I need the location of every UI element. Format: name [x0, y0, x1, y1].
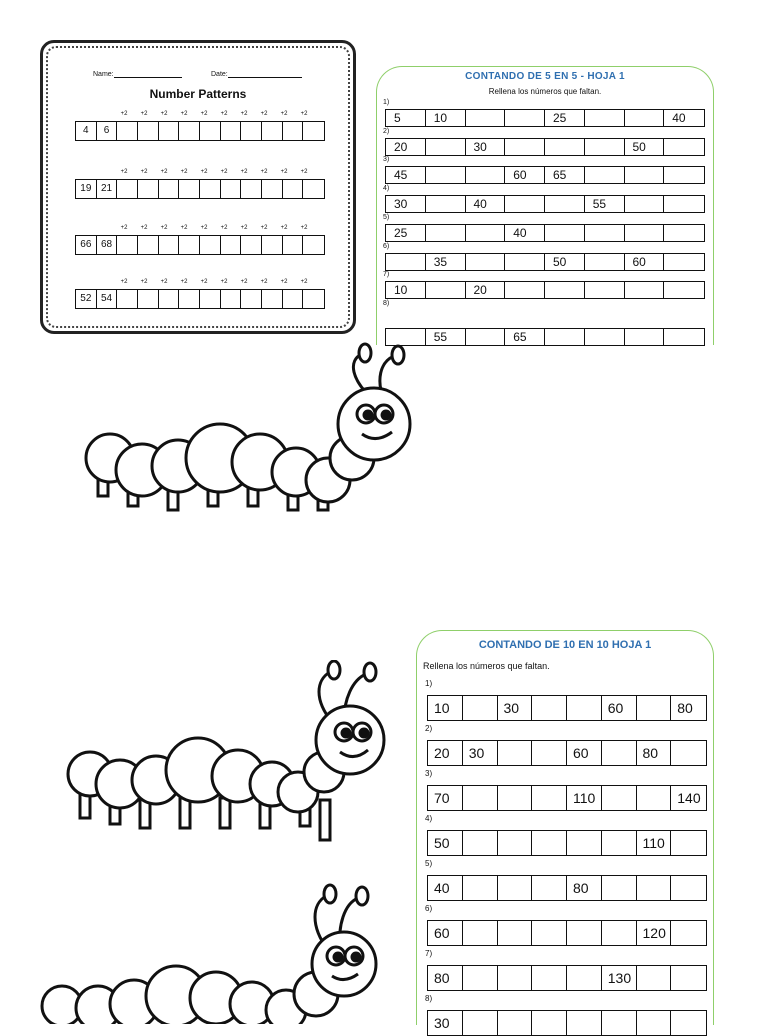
- blank-answer-cell: [138, 236, 159, 254]
- row-number: 6): [383, 242, 390, 250]
- step-label: +2: [220, 225, 228, 231]
- step-label: +2: [160, 169, 168, 175]
- step-label: +2: [240, 279, 248, 285]
- number-cell: 25: [386, 225, 426, 241]
- step-label: +2: [300, 279, 308, 285]
- number-cell: 60: [567, 741, 602, 765]
- row-number: 7): [383, 271, 390, 279]
- number-row: [385, 253, 705, 271]
- worksheet-title: CONTANDO DE 10 EN 10 HOJA 1: [478, 639, 652, 651]
- blank-answer-cell: [117, 180, 138, 198]
- pattern-row: [75, 279, 325, 309]
- blank-answer-cell: [532, 921, 567, 945]
- step-label: +2: [160, 279, 168, 285]
- blank-answer-cell: [303, 290, 324, 308]
- blank-answer-cell: [463, 876, 498, 900]
- blank-answer-cell: [545, 282, 585, 298]
- blank-answer-cell: [585, 139, 625, 155]
- step-label: +2: [220, 111, 228, 117]
- number-row: [427, 740, 707, 766]
- blank-answer-cell: [671, 876, 706, 900]
- pattern-cell: 19: [76, 180, 97, 198]
- step-labels: [114, 111, 325, 121]
- number-row: [385, 109, 705, 127]
- blank-answer-cell: [138, 180, 159, 198]
- number-cell: 20: [386, 139, 426, 155]
- blank-answer-cell: [200, 236, 221, 254]
- number-row: [385, 195, 705, 213]
- pattern-row: [75, 225, 325, 255]
- caterpillar-illustration: [40, 880, 380, 1024]
- blank-answer-cell: [159, 290, 180, 308]
- blank-answer-cell: [505, 282, 545, 298]
- worksheet-instructions: Rellena los números que faltan.: [423, 661, 550, 671]
- number-cell: 30: [386, 196, 426, 212]
- blank-answer-cell: [567, 921, 602, 945]
- worksheet-instructions: Rellena los números que faltan.: [488, 87, 602, 96]
- blank-answer-cell: [463, 921, 498, 945]
- blank-answer-cell: [283, 180, 304, 198]
- number-row: [427, 875, 707, 901]
- number-row: [427, 965, 707, 991]
- blank-answer-cell: [602, 1011, 637, 1035]
- step-label: +2: [160, 111, 168, 117]
- blank-answer-cell: [498, 876, 533, 900]
- number-cell: 130: [602, 966, 637, 990]
- step-label: +2: [260, 111, 268, 117]
- number-cell: 50: [428, 831, 463, 855]
- blank-answer-cell: [426, 139, 466, 155]
- number-cell: 55: [426, 329, 466, 345]
- blank-answer-cell: [283, 236, 304, 254]
- pattern-cell: 4: [76, 122, 97, 140]
- step-label: +2: [300, 225, 308, 231]
- number-cell: 5: [386, 110, 426, 126]
- blank-answer-cell: [386, 254, 426, 270]
- blank-answer-cell: [602, 876, 637, 900]
- name-label: Name:: [93, 71, 114, 78]
- blank-answer-cell: [637, 876, 672, 900]
- step-label: +2: [140, 279, 148, 285]
- blank-answer-cell: [426, 225, 466, 241]
- number-cell: 30: [498, 696, 533, 720]
- number-row: [385, 328, 705, 346]
- step-label: +2: [240, 225, 248, 231]
- blank-answer-cell: [241, 290, 262, 308]
- blank-answer-cell: [117, 122, 138, 140]
- number-row: [427, 695, 707, 721]
- blank-answer-cell: [159, 236, 180, 254]
- blank-answer-cell: [498, 831, 533, 855]
- number-cell: 60: [505, 167, 545, 183]
- number-row: [427, 920, 707, 946]
- blank-answer-cell: [426, 196, 466, 212]
- blank-answer-cell: [426, 282, 466, 298]
- number-cell: 65: [505, 329, 545, 345]
- blank-answer-cell: [625, 282, 665, 298]
- blank-answer-cell: [498, 1011, 533, 1035]
- blank-answer-cell: [585, 329, 625, 345]
- number-cell: 80: [567, 876, 602, 900]
- blank-answer-cell: [303, 236, 324, 254]
- blank-answer-cell: [602, 921, 637, 945]
- blank-answer-cell: [585, 110, 625, 126]
- blank-answer-cell: [532, 696, 567, 720]
- blank-answer-cell: [505, 139, 545, 155]
- row-number: 5): [425, 859, 433, 868]
- blank-answer-cell: [664, 329, 704, 345]
- blank-answer-cell: [179, 290, 200, 308]
- step-label: +2: [200, 279, 208, 285]
- number-cell: 10: [386, 282, 426, 298]
- blank-answer-cell: [637, 1011, 672, 1035]
- blank-answer-cell: [567, 1011, 602, 1035]
- row-number: 4): [383, 185, 390, 193]
- number-cell: 30: [466, 139, 506, 155]
- step-label: +2: [200, 169, 208, 175]
- step-label: +2: [300, 169, 308, 175]
- number-cell: 65: [545, 167, 585, 183]
- blank-answer-cell: [532, 1011, 567, 1035]
- number-cell: 80: [677, 700, 693, 716]
- blank-answer-cell: [602, 741, 637, 765]
- step-label: +2: [220, 279, 228, 285]
- step-labels: [114, 279, 325, 289]
- blank-answer-cell: [463, 696, 498, 720]
- number-cell: 140: [677, 790, 701, 806]
- pattern-cells: [75, 179, 325, 199]
- blank-answer-cell: [671, 1011, 706, 1035]
- row-number: 2): [383, 127, 390, 135]
- row-number: 8): [425, 994, 433, 1003]
- number-patterns-worksheet: [40, 40, 356, 334]
- blank-answer-cell: [179, 180, 200, 198]
- blank-answer-cell: [221, 236, 242, 254]
- blank-answer-cell: [585, 225, 625, 241]
- blank-answer-cell: [532, 831, 567, 855]
- blank-answer-cell: [585, 254, 625, 270]
- blank-answer-cell: [625, 225, 665, 241]
- number-cell: 120: [637, 921, 672, 945]
- blank-answer-cell: [532, 786, 567, 810]
- number-cell: 55: [585, 196, 625, 212]
- blank-answer-cell: [567, 966, 602, 990]
- blank-answer-cell: [463, 831, 498, 855]
- row-number: 3): [383, 156, 390, 164]
- number-cell: 10: [428, 696, 463, 720]
- blank-answer-cell: [117, 290, 138, 308]
- pattern-cells: [75, 121, 325, 141]
- counting-by-5-worksheet: [376, 66, 714, 345]
- blank-answer-cell: [505, 254, 545, 270]
- blank-answer-cell: [262, 236, 283, 254]
- blank-answer-cell: [179, 122, 200, 140]
- blank-answer-cell: [200, 180, 221, 198]
- blank-answer-cell: [159, 122, 180, 140]
- number-cell: 110: [567, 786, 602, 810]
- pattern-cell: 66: [76, 236, 97, 254]
- blank-answer-cell: [463, 966, 498, 990]
- row-number: 1): [425, 679, 433, 688]
- number-cell: 20: [428, 741, 463, 765]
- step-labels: [114, 225, 325, 235]
- blank-answer-cell: [602, 831, 637, 855]
- blank-answer-cell: [545, 196, 585, 212]
- blank-answer-cell: [138, 290, 159, 308]
- blank-answer-cell: [498, 786, 533, 810]
- blank-answer-cell: [602, 786, 637, 810]
- counting-by-10-worksheet: [416, 630, 714, 1031]
- step-label: +2: [300, 111, 308, 117]
- pattern-cell: 68: [97, 236, 118, 254]
- number-cell: 25: [545, 110, 585, 126]
- pattern-cells: [75, 289, 325, 309]
- step-label: +2: [200, 225, 208, 231]
- step-label: +2: [240, 169, 248, 175]
- step-label: +2: [280, 169, 288, 175]
- blank-answer-cell: [637, 786, 672, 810]
- step-label: +2: [280, 279, 288, 285]
- row-number: 3): [425, 769, 433, 778]
- number-cell: 40: [505, 225, 545, 241]
- step-label: +2: [120, 111, 128, 117]
- blank-answer-cell: [463, 786, 498, 810]
- number-cell: 10: [426, 110, 466, 126]
- step-label: +2: [260, 169, 268, 175]
- number-row: [385, 166, 705, 184]
- pattern-row: [75, 111, 325, 141]
- blank-answer-cell: [532, 966, 567, 990]
- blank-answer-cell: [671, 831, 706, 855]
- blank-answer-cell: [179, 236, 200, 254]
- pattern-cell: 21: [97, 180, 118, 198]
- blank-answer-cell: [466, 329, 506, 345]
- blank-answer-cell: [262, 290, 283, 308]
- step-label: +2: [180, 225, 188, 231]
- number-cell: 30: [428, 1011, 463, 1035]
- pattern-cell: 52: [76, 290, 97, 308]
- blank-answer-cell: [466, 254, 506, 270]
- blank-answer-cell: [463, 1011, 498, 1035]
- number-cell: 50: [625, 139, 665, 155]
- step-label: +2: [260, 279, 268, 285]
- blank-answer-cell: [138, 122, 159, 140]
- blank-answer-cell: [117, 236, 138, 254]
- blank-answer-cell: [625, 110, 665, 126]
- number-cell: 110: [637, 831, 672, 855]
- row-number: 5): [383, 213, 390, 221]
- step-label: +2: [120, 169, 128, 175]
- blank-answer-cell: [664, 196, 704, 212]
- step-label: +2: [120, 225, 128, 231]
- blank-answer-cell: [498, 921, 533, 945]
- worksheet-title: Number Patterns: [149, 87, 247, 101]
- date-field: [211, 69, 302, 78]
- blank-answer-cell: [221, 290, 242, 308]
- step-label: +2: [140, 111, 148, 117]
- row-number: 7): [425, 949, 433, 958]
- step-label: +2: [180, 111, 188, 117]
- blank-answer-cell: [664, 254, 704, 270]
- number-row: [427, 830, 707, 856]
- blank-answer-cell: [241, 180, 262, 198]
- blank-answer-cell: [625, 167, 665, 183]
- number-row: [427, 785, 707, 811]
- number-row: [427, 1010, 707, 1036]
- number-cell: 20: [466, 282, 506, 298]
- blank-answer-cell: [466, 110, 506, 126]
- blank-answer-cell: [671, 741, 706, 765]
- date-label: Date:: [211, 71, 228, 78]
- step-label: +2: [280, 111, 288, 117]
- blank-answer-cell: [498, 741, 533, 765]
- blank-answer-cell: [664, 225, 704, 241]
- step-label: +2: [180, 169, 188, 175]
- number-cell: 45: [386, 167, 426, 183]
- step-label: +2: [260, 225, 268, 231]
- blank-answer-cell: [262, 122, 283, 140]
- blank-answer-cell: [200, 122, 221, 140]
- blank-answer-cell: [221, 122, 242, 140]
- number-cell: 60: [625, 254, 665, 270]
- blank-answer-cell: [466, 225, 506, 241]
- blank-answer-cell: [241, 236, 262, 254]
- blank-answer-cell: [664, 282, 704, 298]
- blank-answer-cell: [221, 180, 242, 198]
- blank-answer-cell: [664, 167, 704, 183]
- number-cell: 40: [428, 876, 463, 900]
- step-label: +2: [220, 169, 228, 175]
- number-row: [385, 281, 705, 299]
- blank-answer-cell: [585, 167, 625, 183]
- blank-answer-cell: [625, 196, 665, 212]
- step-label: +2: [280, 225, 288, 231]
- worksheet-title: CONTANDO DE 5 EN 5 - HOJA 1: [465, 71, 625, 82]
- number-cell: 40: [466, 196, 506, 212]
- blank-answer-cell: [505, 196, 545, 212]
- step-labels: [114, 169, 325, 179]
- blank-answer-cell: [505, 110, 545, 126]
- blank-answer-cell: [545, 225, 585, 241]
- step-label: +2: [240, 111, 248, 117]
- pattern-cells: [75, 235, 325, 255]
- blank-answer-cell: [625, 329, 665, 345]
- step-label: +2: [160, 225, 168, 231]
- blank-answer-cell: [567, 831, 602, 855]
- number-cell: 60: [428, 921, 463, 945]
- number-cell: 60: [602, 696, 637, 720]
- number-cell: 50: [545, 254, 585, 270]
- step-label: +2: [140, 225, 148, 231]
- blank-answer-cell: [664, 139, 704, 155]
- caterpillar-illustration: [62, 660, 402, 860]
- number-cell: 80: [428, 966, 463, 990]
- blank-answer-cell: [545, 139, 585, 155]
- number-cell: 70: [428, 786, 463, 810]
- row-number: 2): [425, 724, 433, 733]
- blank-answer-cell: [159, 180, 180, 198]
- blank-answer-cell: [532, 876, 567, 900]
- number-cell: 40: [672, 111, 686, 125]
- number-row: [385, 224, 705, 242]
- blank-answer-cell: [262, 180, 283, 198]
- pattern-cell: 6: [97, 122, 118, 140]
- blank-answer-cell: [532, 741, 567, 765]
- step-label: +2: [180, 279, 188, 285]
- blank-answer-cell: [545, 329, 585, 345]
- number-cell: 35: [426, 254, 466, 270]
- blank-answer-cell: [498, 966, 533, 990]
- row-number: 8): [383, 299, 390, 307]
- step-label: +2: [120, 279, 128, 285]
- blank-answer-cell: [241, 122, 262, 140]
- blank-answer-cell: [303, 180, 324, 198]
- number-cell: 80: [637, 741, 672, 765]
- blank-answer-cell: [426, 167, 466, 183]
- blank-answer-cell: [567, 696, 602, 720]
- row-number: 6): [425, 904, 433, 913]
- number-row: [385, 138, 705, 156]
- caterpillar-illustration: [80, 340, 420, 540]
- row-number: 4): [425, 814, 433, 823]
- blank-answer-cell: [466, 167, 506, 183]
- blank-answer-cell: [671, 921, 706, 945]
- step-label: +2: [200, 111, 208, 117]
- blank-answer-cell: [283, 290, 304, 308]
- blank-answer-cell: [200, 290, 221, 308]
- blank-answer-cell: [671, 966, 706, 990]
- pattern-cell: 54: [97, 290, 118, 308]
- blank-answer-cell: [637, 966, 672, 990]
- number-cell: 30: [463, 741, 498, 765]
- row-number: 1): [383, 99, 390, 106]
- step-label: +2: [140, 169, 148, 175]
- blank-answer-cell: [283, 122, 304, 140]
- blank-answer-cell: [303, 122, 324, 140]
- name-field: [93, 69, 182, 78]
- pattern-row: [75, 169, 325, 199]
- blank-answer-cell: [585, 282, 625, 298]
- blank-answer-cell: [637, 696, 672, 720]
